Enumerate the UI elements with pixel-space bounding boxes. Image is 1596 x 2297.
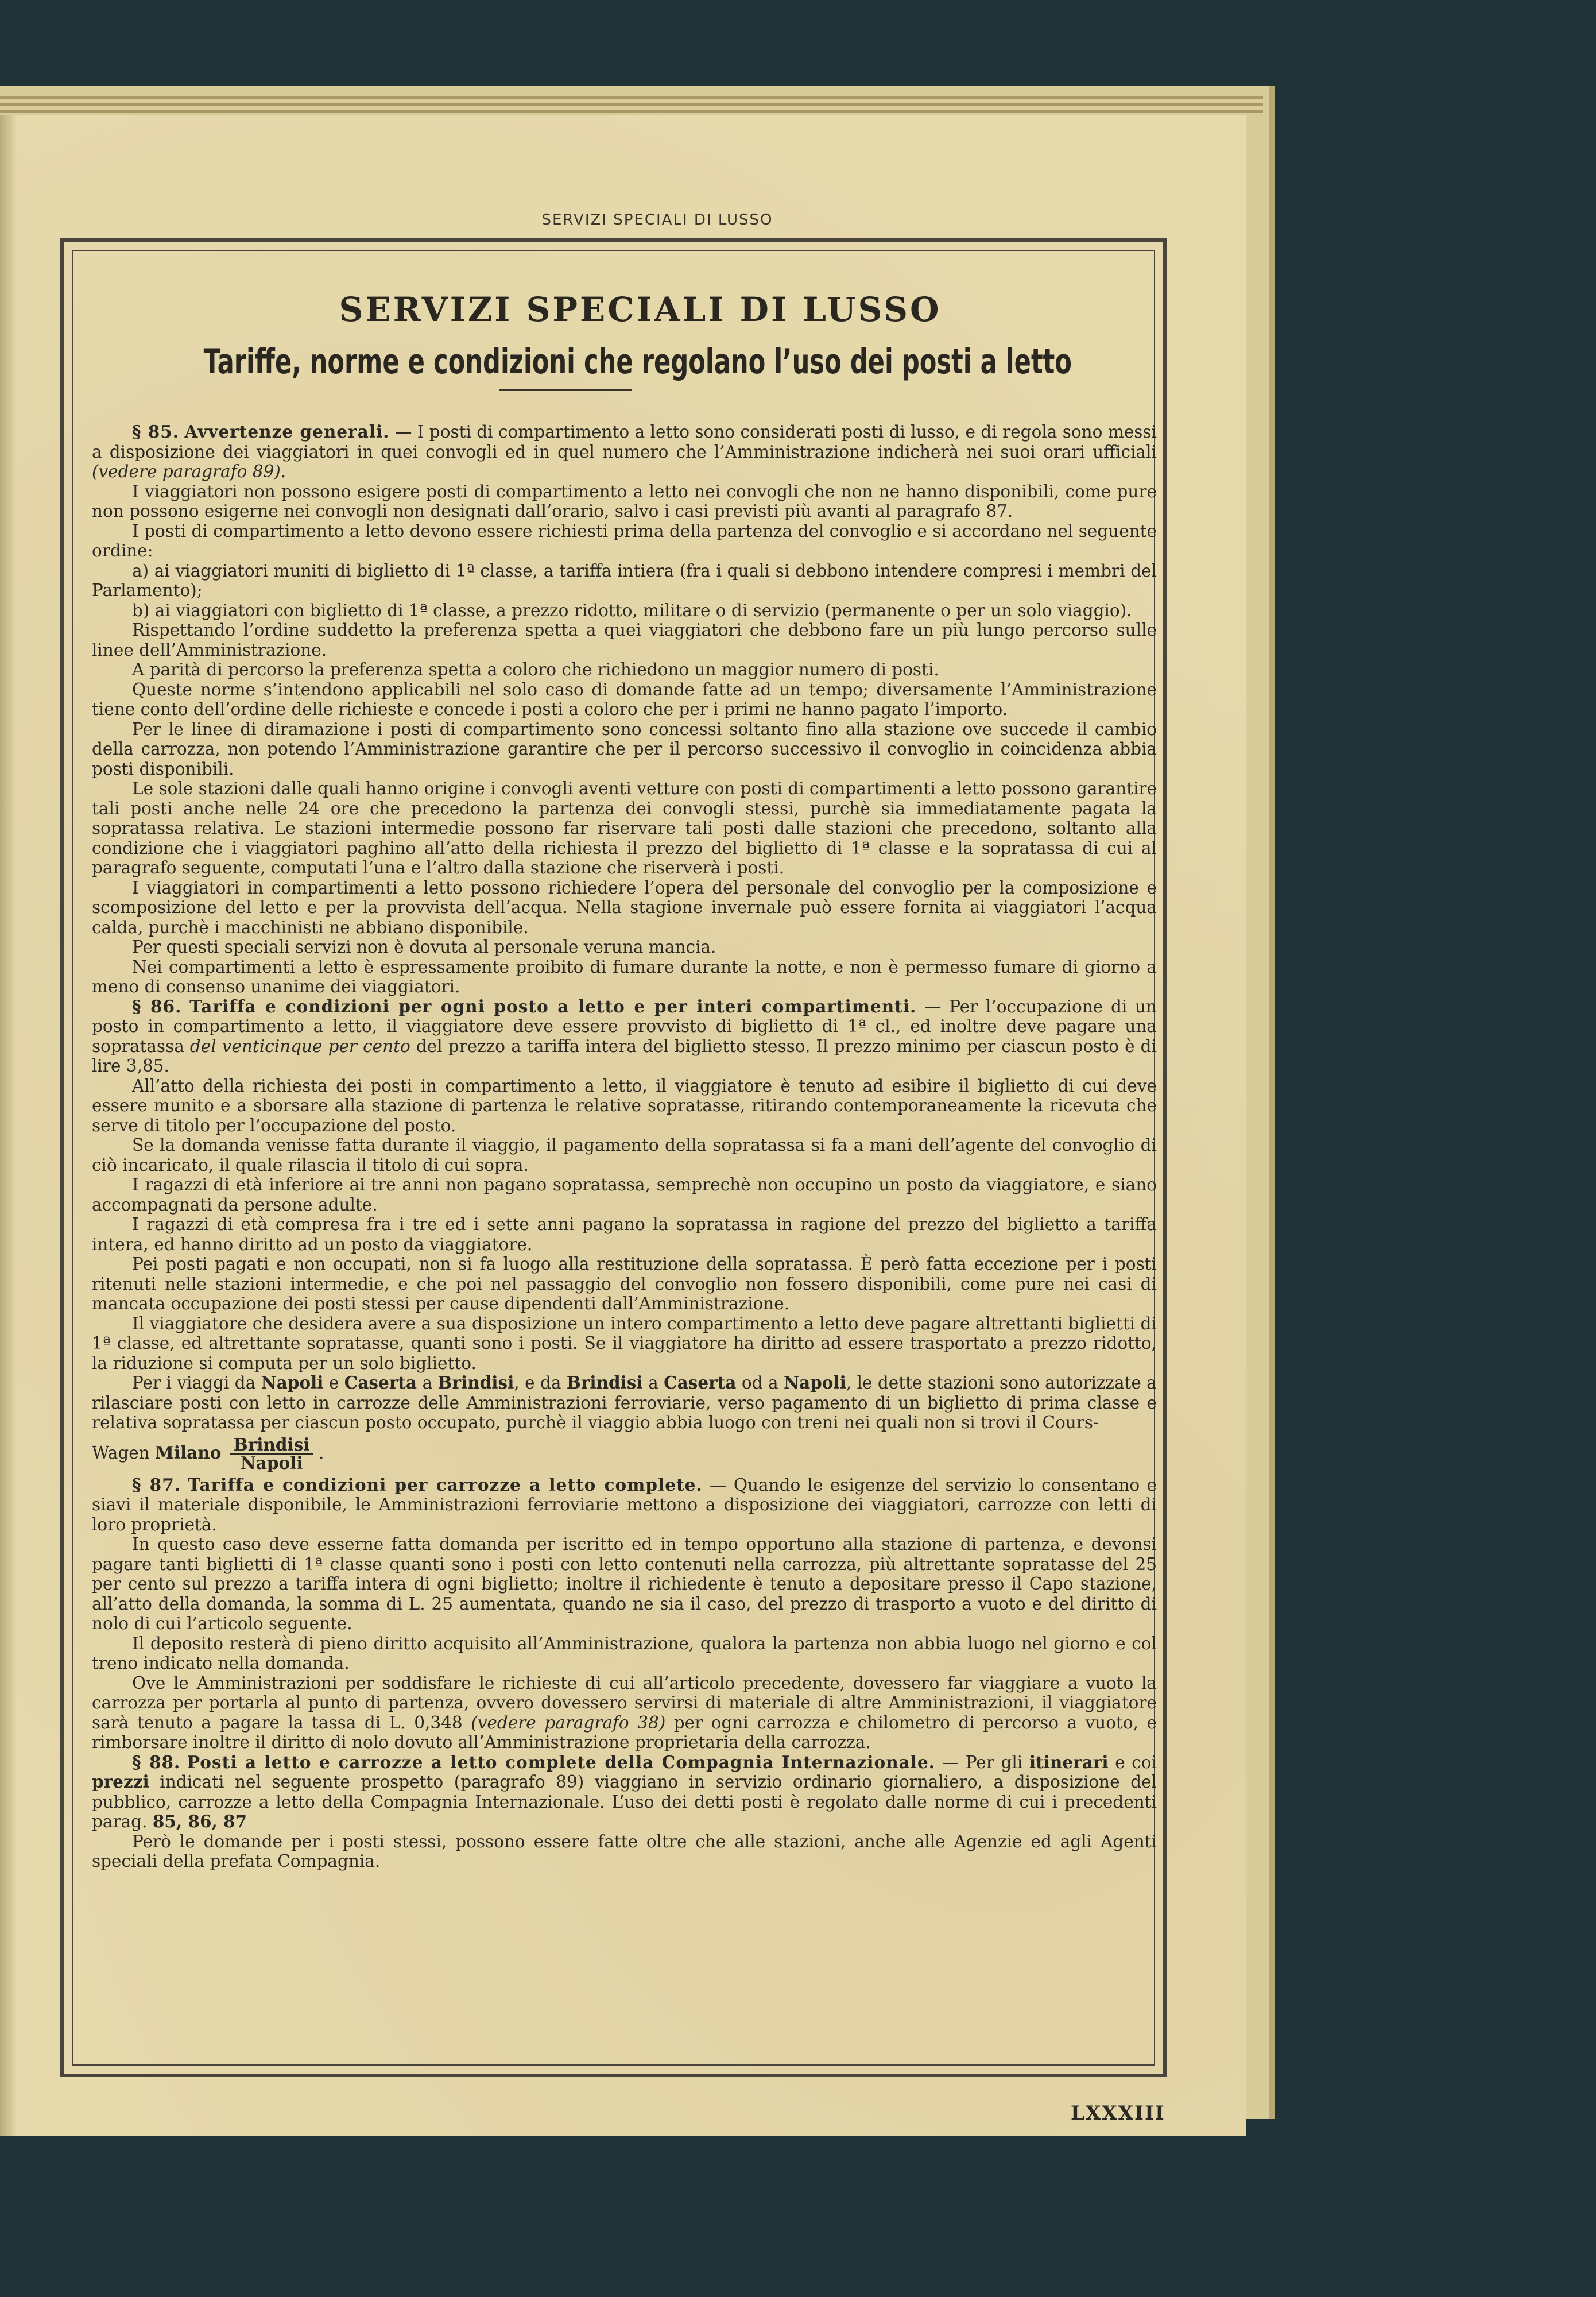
paragraph-text: indicati nel seguente prospetto (paragrafo 89) viaggiano in servizio ordinario giornaliero, a disposizione del pubblico, carrozze a letto della Compagnia Internazionale. L’uso dei detti posti è regolato dalle norme di cui i precedenti parag. — [92, 1772, 1157, 1831]
running-head: SERVIZI SPECIALI DI LUSSO — [541, 211, 773, 229]
station-caserta: Caserta — [344, 1372, 417, 1393]
paragraph-text: Ove le Amministrazioni per soddisfare le richieste di cui all’articolo precedente, dovessero far viaggiare a vuoto la carrozza per portarla al punto di partenza, ovvero dovessero servirsi di materiale di altre Amministrazioni, il viaggiatore sarà tenuto a pagare la tassa di L. 0,348 — [92, 1673, 1157, 1733]
page-number: LXXXIII — [1071, 2102, 1165, 2125]
paragraph: Per le linee di diramazione i posti di compartimento sono concessi soltanto fino alla stazione ove succede il cambio della carrozza, non potendo l’Amministrazione garantire che per il percorso successivo il convoglio in coincidenza abbia posti disponibili. — [92, 719, 1157, 779]
paragraph: Nei compartimenti a letto è espressamente proibito di fumare durante la notte, e non è permesso fumare di giorno a meno di consenso unanime dei viaggiatori. — [92, 957, 1157, 996]
station-brindisi: Brindisi — [566, 1372, 643, 1393]
page-subtitle: Tariffe, norme e condizioni che regolano l’uso dei posti a letto — [203, 342, 1072, 382]
section-heading: Posti a letto e carrozze a letto complete della Compagnia Internazionale. — [187, 1751, 936, 1772]
conjunction: a — [648, 1373, 658, 1393]
section-heading: Tariffa e condizioni per ogni posto a letto e per interi compartimenti. — [189, 996, 917, 1016]
station-napoli: Napoli — [783, 1372, 846, 1393]
paragraph: Le sole stazioni dalle quali hanno origine i convogli aventi vetture con posti di compartimenti a letto possono garantire tali posti anche nelle 24 ore che precedono la partenza dei convogli stessi, purchè sia immediatamente pagata la sopratassa relativa. Le stazioni intermedie possono far riservare tali posti dalle stazioni che precedono, soltanto alla condizione che i viaggiatori paghino all’atto della richiesta il prezzo del biglietto di 1ª classe e la sopratassa di cui al paragrafo seguente, computati l’una e l’altro dalla stazione che riserverà i posti. — [92, 779, 1157, 877]
paragraph-text: , e da — [514, 1373, 561, 1393]
paragraph: I posti di compartimento a letto devono essere richiesti prima della partenza del convoglio e si accordano nel seguente ordine: — [92, 521, 1157, 560]
book-page — [0, 115, 1246, 2136]
conjunction: od a — [741, 1373, 778, 1393]
paragraph: A parità di percorso la preferenza spetta a coloro che richiedono un maggior numero di posti. — [132, 660, 939, 679]
emphasis-text: prezzi — [92, 1772, 149, 1792]
paragraph-text: del prezzo a tariffa intera del biglietto stesso. Il prezzo minimo per ciascun posto è di lire 3,85. — [92, 1036, 1157, 1076]
station-brindisi: Brindisi — [437, 1372, 514, 1393]
section-number: § 86. — [132, 996, 182, 1016]
route-fraction — [230, 1436, 313, 1472]
paragraph-text: Per i viaggi da — [132, 1373, 256, 1393]
paragraph-text: — Per gli — [942, 1752, 1023, 1772]
paragraph: Pei posti pagati e non occupati, non si fa luogo alla restituzione della sopratassa. È però fatta eccezione per i posti ritenuti nelle stazioni intermedie, e che poi nel passaggio del convoglio non fossero disponibili, come pure nei casi di mancata occupazione dei posti stessi per cause dipendenti dall’Amministrazione. — [92, 1254, 1157, 1313]
section-number: § 88. — [132, 1751, 181, 1772]
section-number: § 85. — [132, 421, 180, 442]
paragraph-text: Wagen — [92, 1443, 150, 1463]
cross-reference: (vedere paragrafo 89). — [92, 462, 286, 481]
paragraph: Però le domande per i posti stessi, possono essere fatte oltre che alle stazioni, anche alle Agenzie ed agli Agenti speciali della prefata Compagnia. — [92, 1831, 1157, 1871]
paragraph: Se la domanda venisse fatta durante il viaggio, il pagamento della sopratassa si fa a mani dell’agente del convoglio di ciò incaricato, il quale rilascia il titolo di cui sopra. — [92, 1135, 1157, 1175]
paragraph-text: , le dette stazioni sono autorizzate a rilasciare posti con letto in carrozze delle Amministrazioni ferroviarie, verso pagamento di un biglietto di prima classe e relativa sopratassa per ciascun posto occupato, purchè il viaggio abbia luogo con treni nei quali non si trovi il Cours- — [92, 1373, 1157, 1432]
section-heading: Tariffa e condizioni per carrozze a letto complete. — [188, 1474, 703, 1495]
cours-wagen-line: Wagen Milano $\frac{\text{Brindisi}}{\text{Napoli}}$ . — [92, 1434, 324, 1473]
station-milano: Milano — [155, 1442, 222, 1463]
page-gutter — [0, 115, 17, 2136]
list-item-b: b) ai viaggiatori con biglietto di 1ª classe, a prezzo ridotto, militare o di servizio (permanente o per un solo viaggio). — [132, 600, 1132, 620]
paragraph: Rispettando l’ordine suddetto la preferenza spetta a quei viaggiatori che debbono fare un più lungo percorso sulle linee dell’Amministrazione. — [92, 620, 1157, 660]
paragraph: Queste norme s’intendono applicabili nel solo caso di domande fatte ad un tempo; diversamente l’Amministrazione tiene conto dell’ordine delle richieste e concede i posti a coloro che per i primi ne hanno pagato l’importo. — [92, 679, 1157, 719]
paragraph: I ragazzi di età compresa fra i tre ed i sette anni pagano la sopratassa in ragione del prezzo del biglietto a tariffa intera, ed hanno diritto ad un posto da viaggiatore. — [92, 1215, 1157, 1254]
list-item-a: a) ai viaggiatori muniti di biglietto di 1ª classe, a tariffa intiera (fra i quali si debbono intendere compresi i membri del Parlamento); — [92, 560, 1157, 600]
paragraph: I viaggiatori non possono esigere posti di compartimento a letto nei convogli che non ne hanno disponibili, come pure non possono esigerne nei convogli non designati dall’orario, salvo i casi previsti più avanti al paragrafo 87. — [92, 481, 1157, 521]
section-88-intro — [92, 1753, 1157, 1832]
page-edge-line — [0, 103, 1263, 106]
paragraph-routes — [92, 1373, 1157, 1433]
fraction-numerator: Brindisi — [230, 1436, 313, 1455]
paragraph-text: — Quando le esigenze del servizio lo consentano e siavi il materiale disponibile, le Amministrazioni ferroviarie mettono a disposizione dei viaggiatori, carrozze con letti di loro proprietà. — [92, 1475, 1157, 1534]
page-title: SERVIZI SPECIALI DI LUSSO — [339, 290, 942, 329]
section-86-intro — [92, 997, 1157, 1076]
body-text — [92, 422, 1157, 1871]
section-85-intro — [92, 422, 1157, 482]
section-number: § 87. — [132, 1474, 181, 1495]
cross-reference: 85, 86, 87 — [152, 1811, 247, 1831]
conjunction: a — [422, 1373, 433, 1393]
section-87-intro — [92, 1475, 1157, 1535]
paragraph-text: e coi — [1115, 1752, 1157, 1772]
paragraph: I viaggiatori in compartimenti a letto possono richiedere l’opera del personale del convoglio per la composizione e scomposizione del letto e per la provvista dell’acqua. Nella stagione invernale può essere fornita ai viaggiatori l’acqua calda, purchè i macchinisti ne abbiano disponibile. — [92, 877, 1157, 937]
paragraph-text: per ogni carrozza e chilometro di percorso a vuoto, e rimborsare inoltre il diritto di nolo dovuto all’Amministrazione proprietaria della carrozza. — [92, 1712, 1157, 1752]
paragraph: In questo caso deve esserne fatta domanda per iscritto ed in tempo opportuno alla stazione di partenza, e devonsi pagare tanti biglietti di 1ª classe quanti sono i posti con letto contenuti nella carrozza, più altrettante sopratasse del 25 per cento sul prezzo a tariffa intera di ogni biglietto; inoltre il richiedente è tenuto a depositare presso il Capo stazione, all’atto della domanda, la somma di L. 25 aumentata, quando ne sia il caso, del prezzo di trasporto a vuoto e del diritto di nolo di cui l’articolo seguente. — [92, 1534, 1157, 1633]
emphasis-text: del venticinque per cento — [189, 1036, 410, 1056]
cross-reference: (vedere paragrafo 38) — [471, 1712, 666, 1733]
conjunction: e — [328, 1373, 339, 1393]
paragraph — [92, 1673, 1157, 1753]
paragraph-text: — I posti di compartimento a letto sono considerati posti di lusso, e di regola sono messi a disposizione dei viaggiatori in quei convogli ed in quel numero che l’Amministrazione indicherà nei suoi orari ufficiali — [92, 422, 1157, 462]
page-edge-line — [0, 96, 1263, 99]
paragraph: I ragazzi di età inferiore ai tre anni non pagano sopratassa, semprechè non occupino un posto da viaggiatore, e siano accompagnati da persone adulte. — [92, 1175, 1157, 1215]
paragraph: All’atto della richiesta dei posti in compartimento a letto, il viaggiatore è tenuto ad esibire il biglietto di cui deve essere munito e a sborsare alla stazione di partenza le relative sopratasse, ritirando contemporaneamente la ricevuta che serve di titolo per l’occupazione del posto. — [92, 1076, 1157, 1135]
paragraph: Il deposito resterà di pieno diritto acquisito all’Amministrazione, qualora la partenza non abbia luogo nel giorno e col treno indicato nella domanda. — [92, 1633, 1157, 1673]
station-napoli: Napoli — [261, 1372, 324, 1393]
fraction-denominator: Napoli — [240, 1452, 303, 1473]
page-edge-line — [0, 110, 1263, 113]
station-caserta: Caserta — [664, 1372, 737, 1393]
title-rule — [499, 389, 632, 391]
paragraph-text: — Per l’occupazione di un posto in compartimento a letto, il viaggiatore deve essere provvisto di biglietto di 1ª cl., ed inoltre deve pagare una sopratassa — [92, 996, 1157, 1056]
paragraph: Per questi speciali servizi non è dovuta al personale veruna mancia. — [132, 937, 716, 957]
section-heading: Avvertenze generali. — [184, 421, 390, 442]
emphasis-text: itinerari — [1029, 1751, 1109, 1772]
paragraph: Il viaggiatore che desidera avere a sua disposizione un intero compartimento a letto deve pagare altrettanti biglietti di 1ª classe, ed altrettante sopratasse, quanti sono i posti. Se il viaggiatore ha diritto ad essere trasportato a prezzo ridotto, la riduzione si computa per un solo biglietto. — [92, 1313, 1157, 1373]
